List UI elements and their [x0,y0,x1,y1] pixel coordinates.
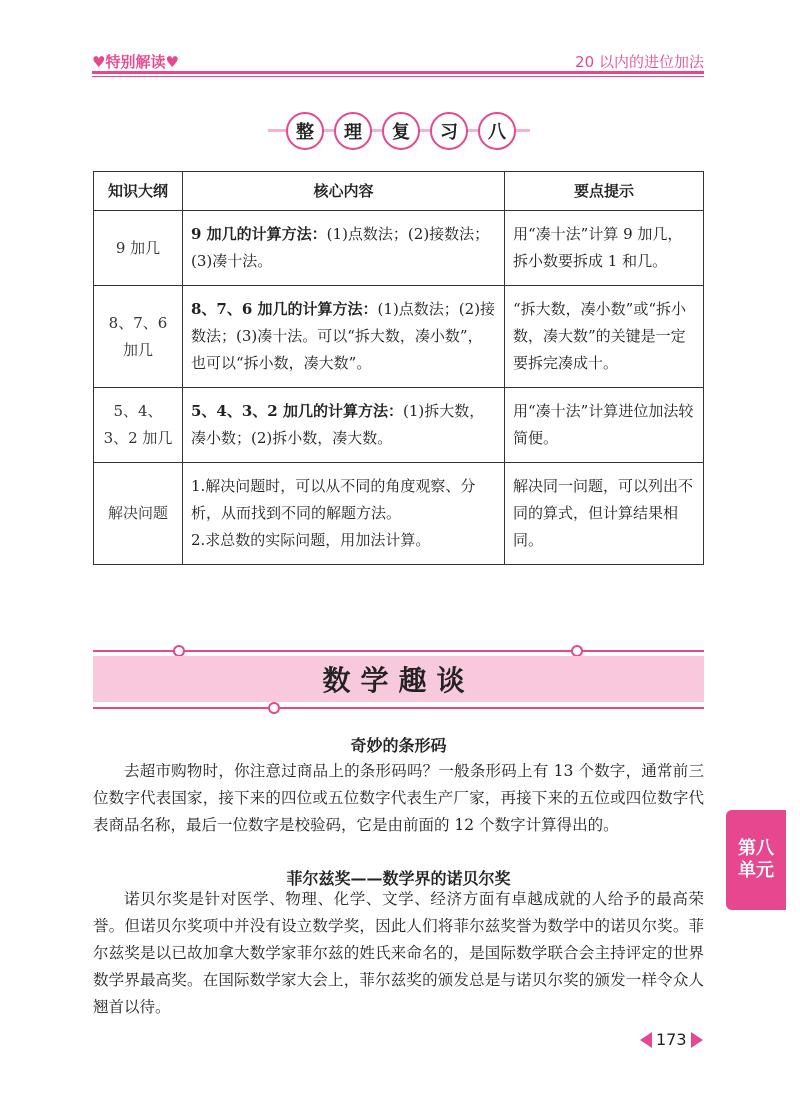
outline-cell: 5、4、3、2 加几 [94,388,183,463]
core-point: 1.解决问题时，可以从不同的角度观察、分析，从而找到不同的解题方法。 [191,477,476,522]
tip-cell: 解决同一问题，可以列出不同的算式，但计算结果相同。 [505,463,704,565]
tip-cell: 用“凑十法”计算进位加法较简便。 [505,388,704,463]
table-header-row [94,172,704,211]
outline-cell: 8、7、6 加几 [94,286,183,388]
fun-section-banner: 数学趣谈 [93,656,704,702]
core-method-text: (1)点数法；(2)接数法；(3)凑十法。可以“拆大数，凑小数”，也可以“拆小数，凑大数”。 [191,300,496,372]
core-method-text: (1)点数法；(2)接数法；(3)凑十法。 [191,225,490,270]
title-char: 整 [286,112,324,150]
tip-cell: 用“凑十法”计算 9 加几，拆小数要拆成 1 和几。 [505,211,704,286]
core-method-text: (1)拆大数，凑小数；(2)拆小数，凑大数。 [191,402,485,447]
core-cell [183,388,505,463]
column-header: 要点提示 [505,172,704,211]
banner-bottom-rule [93,707,704,709]
triangle-right-icon [691,1032,703,1048]
title-characters [286,112,516,150]
title-char: 习 [430,112,468,150]
core-cell [183,211,505,286]
title-char: 八 [478,112,516,150]
header-rule [92,71,704,74]
running-header-left: ♥特别解读♥ [92,53,179,71]
running-header-right: 20 以内的进位加法 [575,53,704,71]
core-point: 2.求总数的实际问题，用加法计算。 [191,531,431,549]
title-char: 理 [334,112,372,150]
table-row [94,211,704,286]
title-char: 复 [382,112,420,150]
page-number-block [640,1030,703,1049]
table-row [94,388,704,463]
header-rule-thin [92,76,704,77]
section-title-fields-medal: 菲尔兹奖——数学界的诺贝尔奖 [286,869,511,888]
unit-side-tab [726,810,786,910]
outline-cell: 解决问题 [94,463,183,565]
table-row [94,463,704,565]
table-row [94,286,704,388]
unit-tab-line: 单元 [738,860,774,881]
core-method-label: 5、4、3、2 加几的计算方法： [191,402,403,420]
core-cell [183,286,505,388]
rule-dot [268,702,280,714]
page-number: 173 [656,1030,687,1049]
tip-cell: “拆大数，凑小数”或“拆小数，凑大数”的关键是一定要拆完凑成十。 [505,286,704,388]
unit-tab-line: 第八 [738,838,774,859]
triangle-left-icon [640,1032,652,1048]
section-title-barcode: 奇妙的条形码 [350,736,447,755]
review-title [268,112,530,148]
core-method-label: 9 加几的计算方法： [191,225,327,243]
core-cell [183,463,505,565]
outline-cell: 9 加几 [94,211,183,286]
column-header: 知识大纲 [94,172,183,211]
column-header: 核心内容 [183,172,505,211]
review-table [93,171,704,565]
core-method-label: 8、7、6 加几的计算方法： [191,300,378,318]
fields-medal-paragraph: 诺贝尔奖是针对医学、物理、化学、文学、经济方面有卓越成就的人给予的最高荣誉。但诺贝尔奖项中并没有设立数学奖，因此人们将菲尔兹奖誉为数学中的诺贝尔奖。菲尔兹奖是以已故加拿大数学家菲尔兹的姓氏来命名的，是国际数学联合会主持评定的世界数学界最高奖。在国际数学家大会上，菲尔兹奖的颁发总是与诺贝尔奖的颁发一样令众人翘首以待。 [93,890,704,1016]
barcode-paragraph: 去超市购物时，你注意过商品上的条形码吗？一般条形码上有 13 个数字，通常前三位数字代表国家，接下来的四位或五位数字代表生产厂家，再接下来的五位或四位数字代表商品名称，最后一位数字是校验码，它是由前面的 12 个数字计算得出的。 [93,762,704,834]
